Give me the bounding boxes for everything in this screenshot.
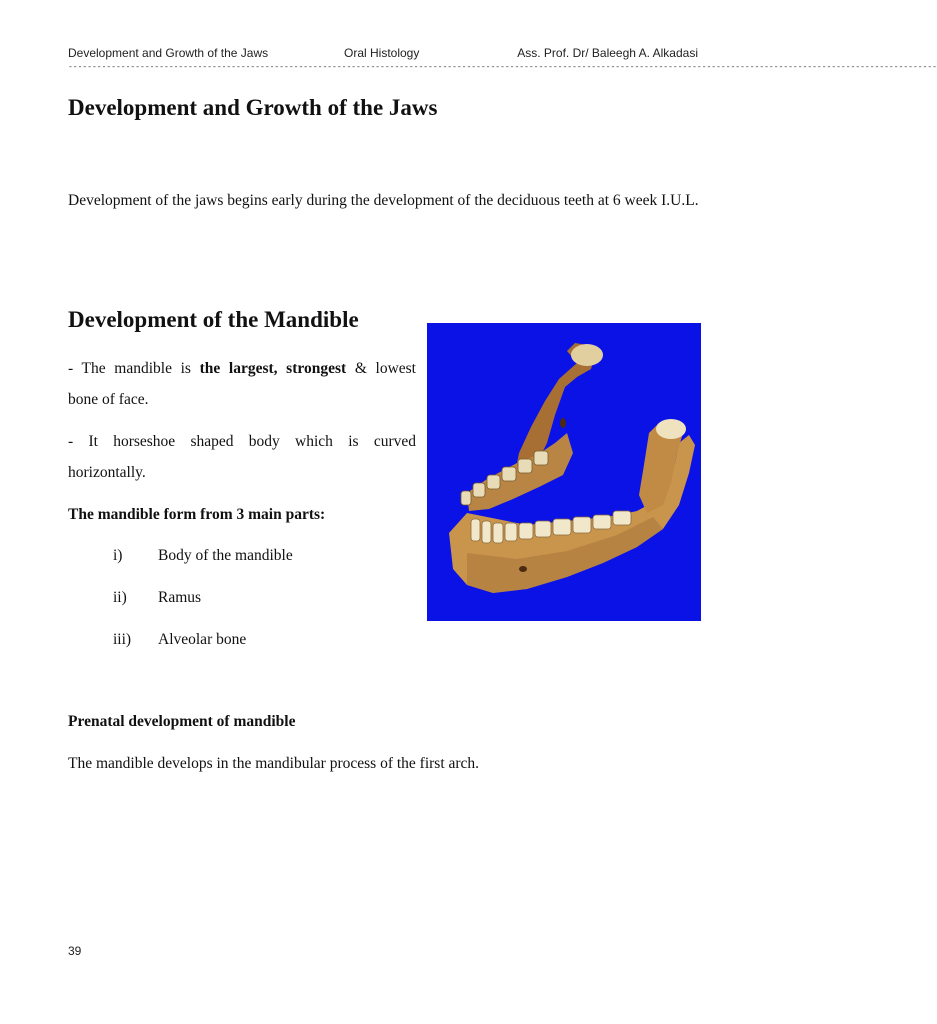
mandible-illustration xyxy=(427,323,701,621)
header-dashed-rule: ------------------------------------------------------------------------------------------------------------------------------------------------------------------------------------- xyxy=(68,63,937,72)
desc-bold: the largest, strongest xyxy=(199,360,347,377)
prenatal-heading: Prenatal development of mandible xyxy=(68,713,296,730)
horseshoe-line1: - It horseshoe shaped body which is curved xyxy=(68,433,416,450)
desc-suffix: & lowest xyxy=(346,360,416,377)
header-left: Development and Growth of the Jaws xyxy=(68,46,269,60)
mandible-photo xyxy=(427,323,701,621)
page-title: Development and Growth of the Jaws xyxy=(68,95,438,120)
intro-paragraph: Development of the jaws begins early during the development of the deciduous teeth at 6 week I.U.L. xyxy=(68,192,699,209)
mandible-desc-line2: bone of face. xyxy=(68,391,149,408)
horseshoe-line2: horizontally. xyxy=(68,464,146,481)
header-center: Oral Histology xyxy=(344,46,420,60)
desc-prefix: - The mandible is xyxy=(68,360,200,377)
page-number: 39 xyxy=(68,944,82,958)
list-item-number: iii) xyxy=(113,631,132,648)
list-item: Alveolar bone xyxy=(158,631,247,648)
list-item-number: ii) xyxy=(113,589,127,606)
parts-heading: The mandible form from 3 main parts: xyxy=(68,506,326,523)
section-heading: Development of the Mandible xyxy=(68,307,359,332)
mandible-desc-line1 xyxy=(68,354,416,384)
list-item: Body of the mandible xyxy=(158,547,293,564)
list-item-number: i) xyxy=(113,547,123,564)
list-item: Ramus xyxy=(158,589,202,606)
header-right: Ass. Prof. Dr/ Baleegh A. Alkadasi xyxy=(517,46,698,60)
prenatal-text: The mandible develops in the mandibular process of the first arch. xyxy=(68,755,480,772)
